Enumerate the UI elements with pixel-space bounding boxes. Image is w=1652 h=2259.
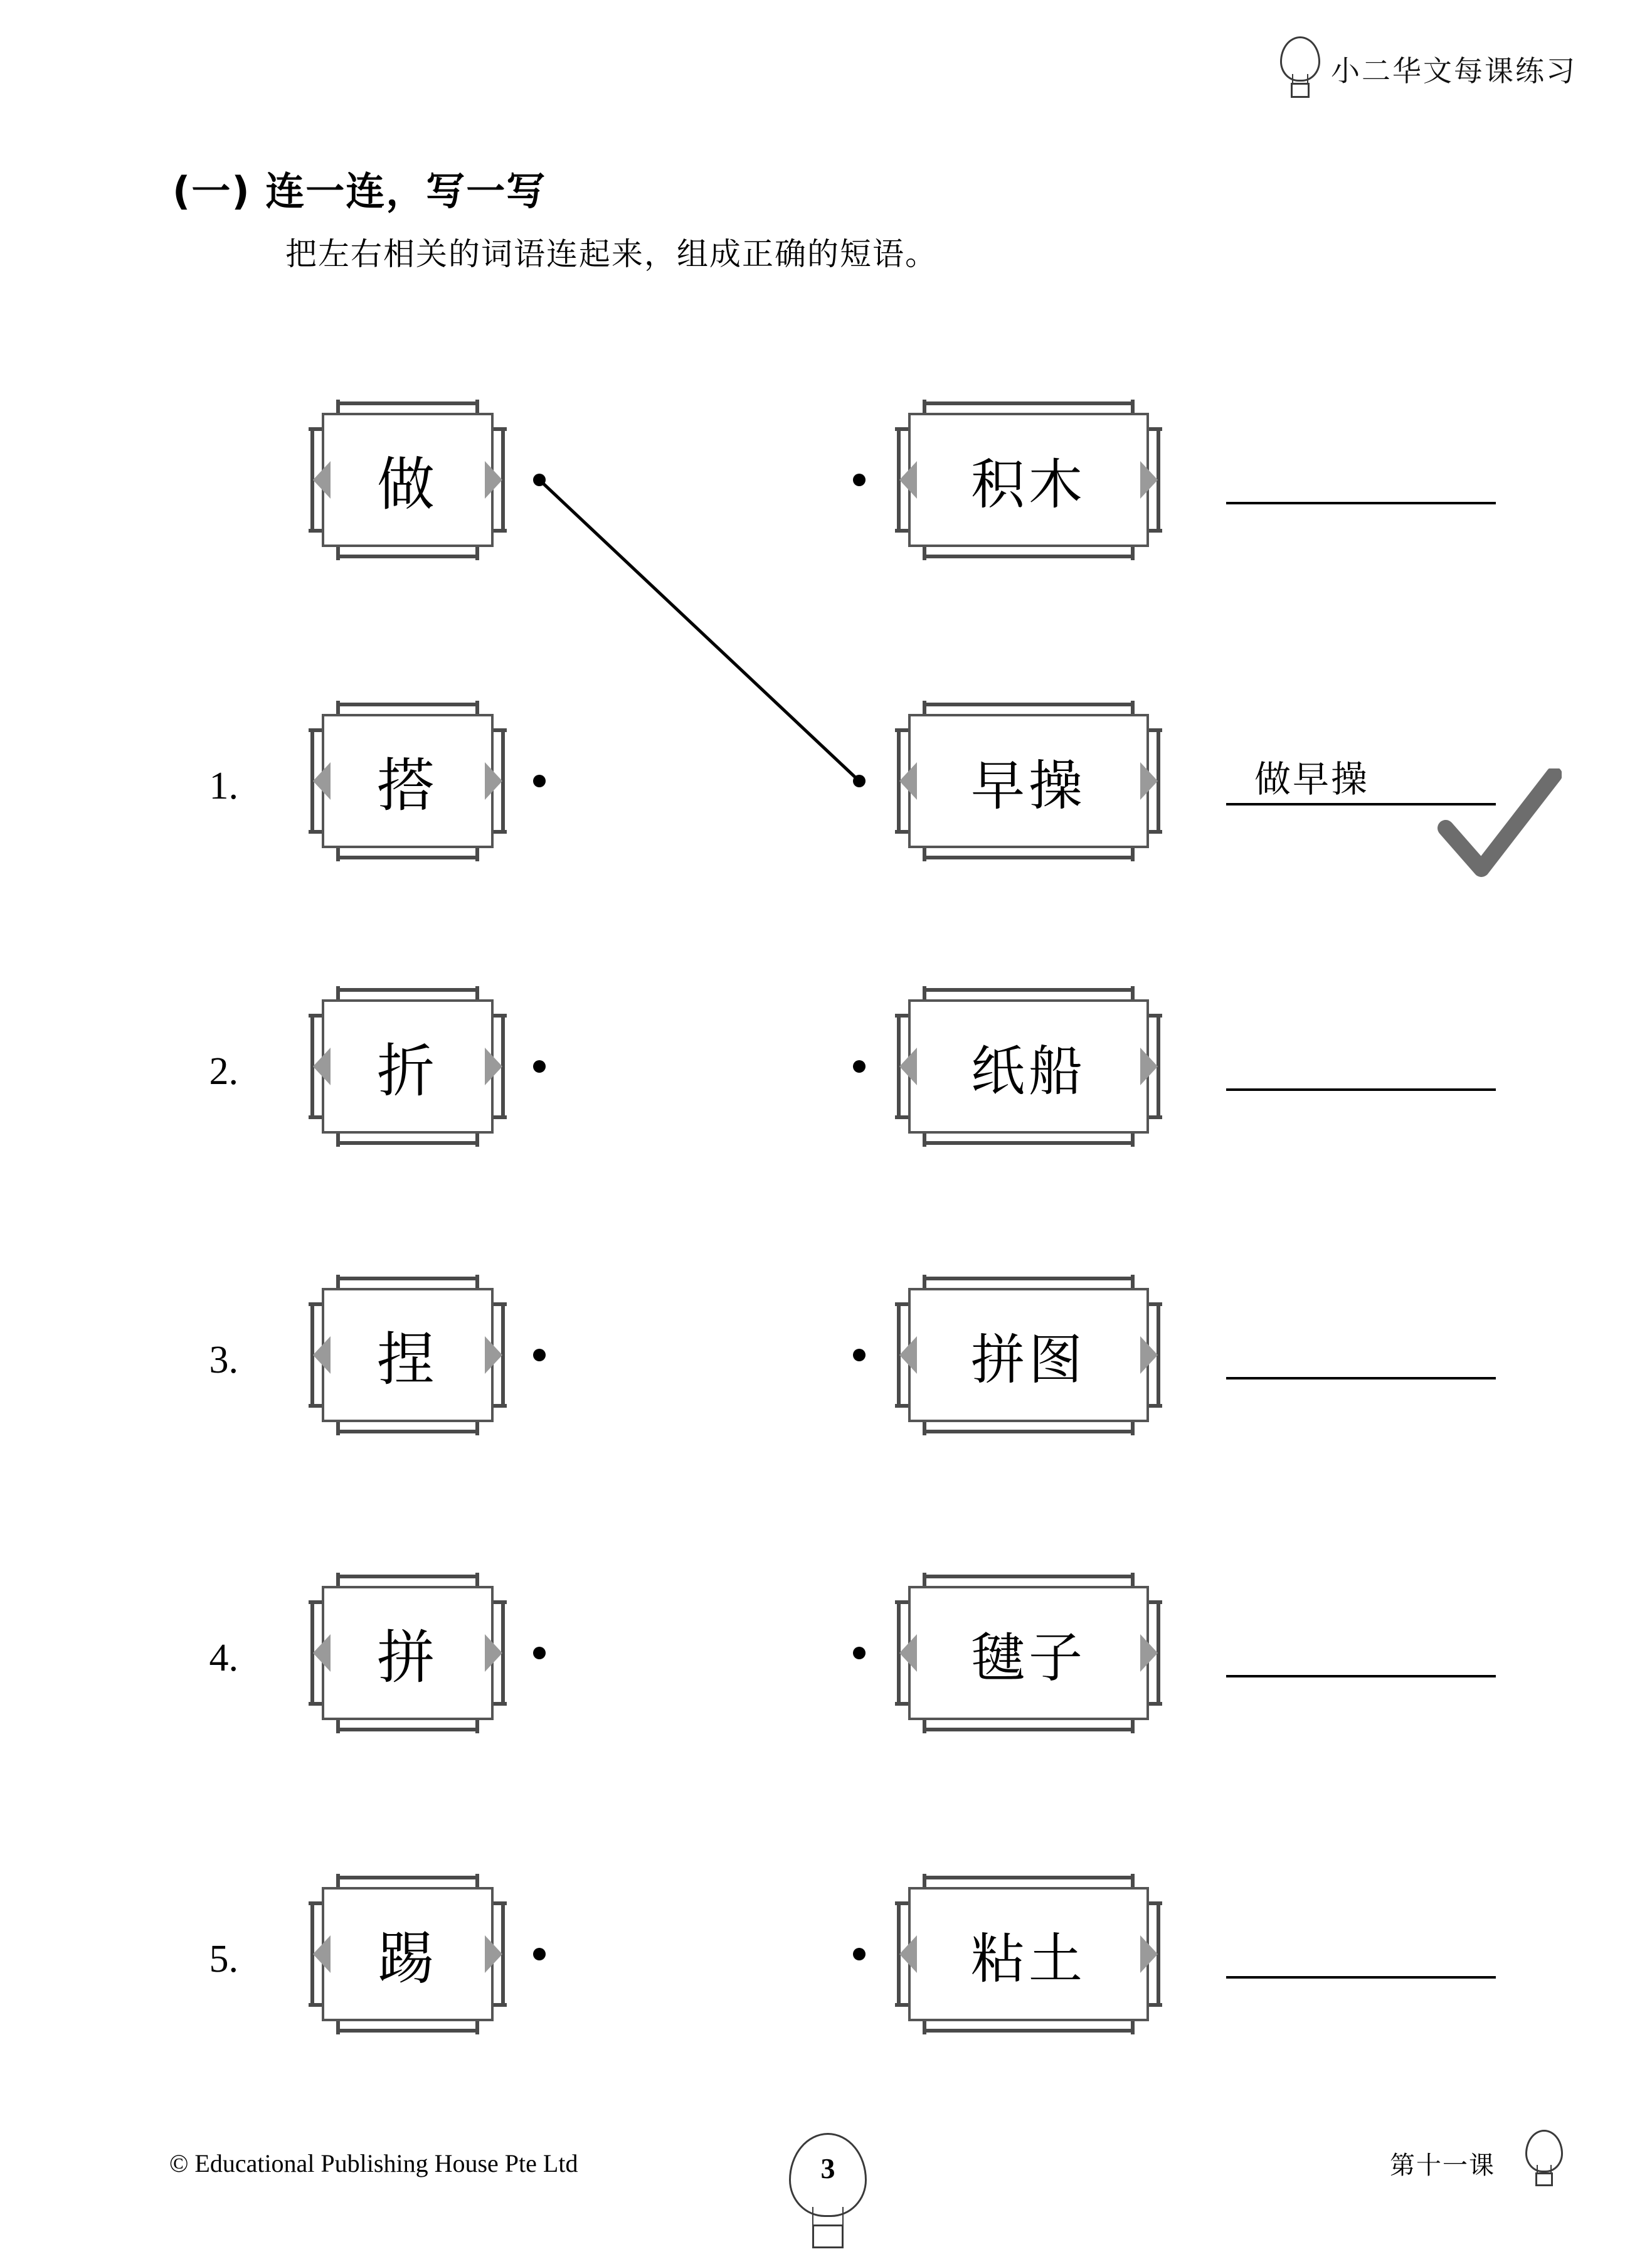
copyright-text: © Educational Publishing House Pte Ltd (169, 2149, 578, 2177)
book-title: 小二华文每课练习 (1331, 54, 1577, 88)
left-arrow-icon (313, 1048, 331, 1085)
right-word-text: 纸船 (971, 1040, 1086, 1103)
left-arrow-icon (899, 1336, 917, 1374)
match-row (0, 975, 1652, 1164)
left-word-card[interactable] (310, 1575, 505, 1731)
left-connector-dot[interactable] (533, 1060, 546, 1073)
match-row (0, 1562, 1652, 1750)
right-connector-dot[interactable] (853, 1948, 866, 1960)
right-word-text: 积木 (971, 454, 1086, 516)
right-arrow-icon (485, 1935, 502, 1973)
left-word-text: 搭 (376, 752, 438, 819)
right-arrow-icon (1140, 461, 1158, 499)
match-row (0, 1264, 1652, 1452)
left-connector-dot[interactable] (533, 1948, 546, 1960)
answer-line[interactable] (1226, 1675, 1496, 1677)
row-number: 2. (209, 1050, 238, 1093)
left-arrow-icon (313, 1634, 331, 1672)
left-arrow-icon (313, 1336, 331, 1374)
right-arrow-icon (485, 1048, 502, 1085)
left-arrow-icon (899, 1935, 917, 1973)
right-arrow-icon (485, 461, 502, 499)
right-connector-dot[interactable] (853, 1349, 866, 1361)
right-connector-dot[interactable] (853, 474, 866, 486)
instruction-text: 把左右相关的词语连起来，组成正确的短语。 (285, 236, 938, 272)
page-number: 3 (820, 2152, 835, 2184)
right-word-card[interactable] (897, 1876, 1160, 2033)
left-word-text: 拼 (376, 1624, 438, 1691)
right-word-card[interactable] (897, 1277, 1160, 1433)
right-arrow-icon (485, 1634, 502, 1672)
left-arrow-icon (313, 1935, 331, 1973)
right-arrow-icon (1140, 762, 1158, 800)
right-arrow-icon (1140, 1935, 1158, 1973)
row-number: 5. (209, 1938, 238, 1980)
match-row (0, 690, 1652, 878)
left-arrow-icon (899, 1634, 917, 1672)
left-arrow-icon (899, 762, 917, 800)
right-word-card[interactable] (897, 401, 1160, 558)
right-arrow-icon (1140, 1048, 1158, 1085)
right-arrow-icon (1140, 1634, 1158, 1672)
left-arrow-icon (313, 461, 331, 499)
row-number: 4. (209, 1637, 238, 1679)
right-connector-dot[interactable] (853, 775, 866, 787)
match-row (0, 1863, 1652, 2051)
right-arrow-icon (1140, 1336, 1158, 1374)
right-connector-dot[interactable] (853, 1060, 866, 1073)
page-title: (一) 连一连，写一写 (172, 168, 547, 214)
left-word-card[interactable] (310, 988, 505, 1145)
answer-line[interactable] (1226, 1976, 1496, 1979)
left-word-card[interactable] (310, 703, 505, 859)
right-word-text: 拼图 (971, 1329, 1086, 1391)
left-connector-dot[interactable] (533, 1647, 546, 1659)
answer-line[interactable] (1226, 502, 1496, 504)
right-word-text: 粘土 (971, 1928, 1086, 1991)
left-connector-dot[interactable] (533, 775, 546, 787)
left-word-text: 做 (376, 451, 438, 518)
right-word-text: 毽子 (971, 1627, 1086, 1689)
left-arrow-icon (899, 1048, 917, 1085)
answer-line[interactable] (1226, 1377, 1496, 1379)
right-word-card[interactable] (897, 703, 1160, 859)
row-number: 1. (209, 765, 238, 807)
left-connector-dot[interactable] (533, 474, 546, 486)
hot-air-balloon-icon (1278, 36, 1322, 102)
left-connector-dot[interactable] (533, 1349, 546, 1361)
left-word-card[interactable] (310, 1277, 505, 1433)
right-arrow-icon (485, 1336, 502, 1374)
right-word-text: 早操 (971, 755, 1086, 817)
right-word-card[interactable] (897, 988, 1160, 1145)
right-connector-dot[interactable] (853, 1647, 866, 1659)
right-arrow-icon (485, 762, 502, 800)
left-word-text: 折 (376, 1038, 438, 1105)
page-number-balloon (787, 2133, 869, 2252)
page-header (1278, 36, 1577, 102)
left-arrow-icon (899, 461, 917, 499)
match-row (0, 389, 1652, 577)
left-word-card[interactable] (310, 401, 505, 558)
answer-text: 做早操 (1254, 758, 1370, 800)
hot-air-balloon-icon (1524, 2130, 1564, 2193)
answer-line[interactable] (1226, 1088, 1496, 1091)
row-number: 3. (209, 1339, 238, 1381)
check-mark-icon (1436, 768, 1562, 888)
left-arrow-icon (313, 762, 331, 800)
left-word-text: 踢 (376, 1925, 438, 1992)
right-word-card[interactable] (897, 1575, 1160, 1731)
lesson-label: 第十一课 (1390, 2151, 1495, 2180)
left-word-text: 捏 (376, 1326, 438, 1393)
left-word-card[interactable] (310, 1876, 505, 2033)
